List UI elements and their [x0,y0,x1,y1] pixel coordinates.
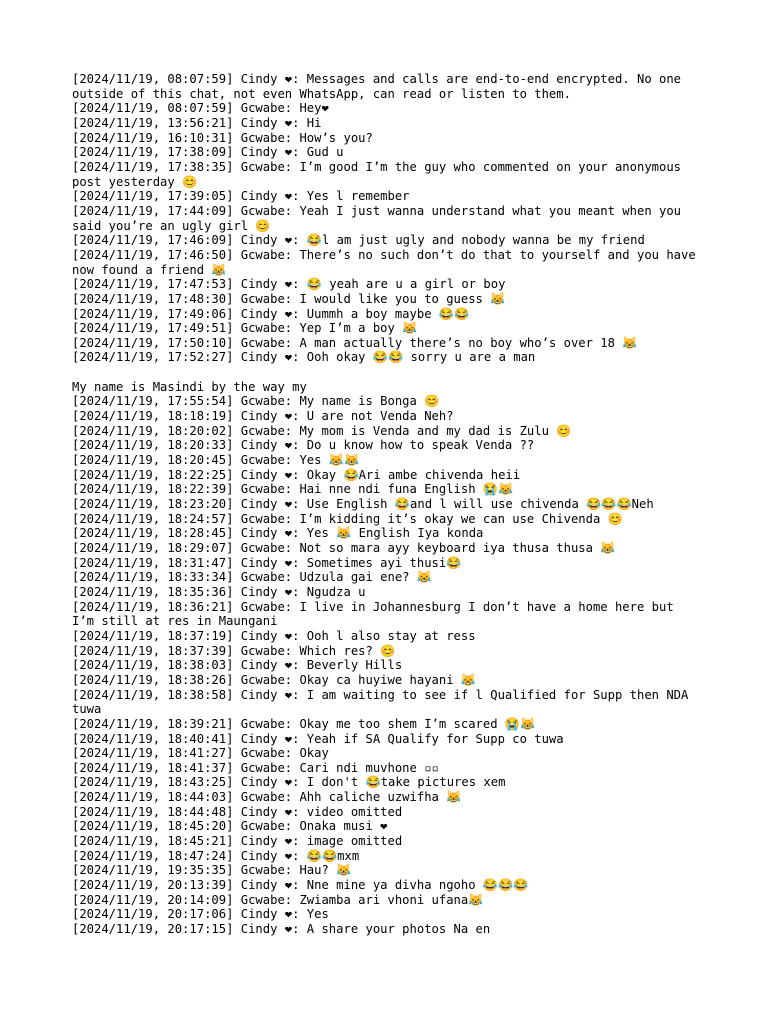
chat-line: [2024/11/19, 18:47:24] Cindy ❤: 😂😂mxm [72,848,360,863]
chat-line: [2024/11/19, 18:23:20] Cindy ❤: Use English 😂and l will use chivenda 😂😂😂Neh [72,497,654,512]
chat-line: [2024/11/19, 18:24:57] Gcwabe: I’m kidding it’s okay we can use Chivenda 😊 [72,511,623,526]
chat-line: [2024/11/19, 18:45:20] Gcwabe: Onaka musi ❤ [72,819,388,834]
chat-line: [2024/11/19, 17:49:51] Gcwabe: Yep I’m a boy 😹 [72,321,418,336]
chat-line: [2024/11/19, 17:39:05] Cindy ❤: Yes l remember [72,189,410,204]
chat-line: [2024/11/19, 18:22:39] Gcwabe: Hai nne ndi funa English 😭😹 [72,482,514,497]
chat-line: [2024/11/19, 17:49:06] Cindy ❤: Uummh a boy maybe 😂😂 [72,306,470,321]
chat-line: [2024/11/19, 18:28:45] Cindy ❤: Yes 😹 English Iya konda [72,526,484,541]
chat-line: [2024/11/19, 18:18:19] Cindy ❤: U are not Venda Neh? [72,409,454,424]
chat-line: [2024/11/19, 17:52:27] Cindy ❤: Ooh okay 😂😂 sorry u are a man [72,350,536,365]
chat-line: [2024/11/19, 20:13:39] Cindy ❤: Nne mine ya divha ngoho 😂😂😂 [72,878,529,893]
chat-line: [2024/11/19, 18:37:19] Cindy ❤: Ooh l also stay at ress [72,628,476,643]
chat-line: [2024/11/19, 18:38:03] Cindy ❤: Beverly Hills [72,658,403,673]
chat-line: [2024/11/19, 18:20:45] Gcwabe: Yes 😹😹 [72,453,360,468]
blank-line [72,365,702,380]
chat-line: [2024/11/19, 18:31:47] Cindy ❤: Sometimes ayi thusi😂 [72,555,462,570]
chat-line: [2024/11/19, 08:07:59] Gcwabe: Hey❤ [72,101,329,116]
chat-line: [2024/11/19, 18:37:39] Gcwabe: Which res? 😊 [72,643,396,658]
chat-line: [2024/11/19, 18:33:34] Gcwabe: Udzula gai ene? 😹 [72,570,433,585]
chat-line: [2024/11/19, 18:20:02] Gcwabe: My mom is Venda and my dad is Zulu 😊 [72,423,572,438]
chat-line: [2024/11/19, 17:50:10] Gcwabe: A man actually there’s no boy who’s over 18 😹 [72,335,638,350]
chat-line: [2024/11/19, 18:44:03] Gcwabe: Ahh caliche uzwifha 😹 [72,790,462,805]
chat-line: [2024/11/19, 18:20:33] Cindy ❤: Do u know how to speak Venda ?? [72,438,535,453]
chat-line: [2024/11/19, 13:56:21] Cindy ❤: Hi [72,115,322,130]
chat-line: [2024/11/19, 17:47:53] Cindy ❤: 😂 yeah are u a girl or boy [72,277,506,292]
chat-line: [2024/11/19, 19:35:35] Gcwabe: Hau? 😹 [72,863,352,878]
chat-line: [2024/11/19, 17:48:30] Gcwabe: I would like you to guess 😹 [72,291,506,306]
chat-line: [2024/11/19, 17:38:35] Gcwabe: I’m good I’m the guy who commented on your anonymous post yesterday 😊 [72,159,689,189]
chat-line: [2024/11/19, 17:44:09] Gcwabe: Yeah I just wanna understand what you meant when you said you’re an ugly girl 😊 [72,203,689,233]
chat-line: [2024/11/19, 18:45:21] Cindy ❤: image omitted [72,834,403,849]
chat-line: [2024/11/19, 18:41:37] Gcwabe: Cari ndi muvhone ▫▫ [72,760,439,775]
chat-line: [2024/11/19, 18:41:27] Gcwabe: Okay [72,746,329,761]
chat-line: [2024/11/19, 18:36:21] Gcwabe: I live in Johannesburg I don’t have a home here but I’m still at res in Maungani [72,599,682,629]
chat-line: [2024/11/19, 18:38:26] Gcwabe: Okay ca huyiwe hayani 😹 [72,672,477,687]
chat-line: [2024/11/19, 18:44:48] Cindy ❤: video omitted [72,804,403,819]
chat-line: [2024/11/19, 17:55:54] Gcwabe: My name is Bonga 😊 [72,394,440,409]
chat-line: [2024/11/19, 18:38:58] Cindy ❤: I am waiting to see if l Qualified for Supp then NDA tuwa [72,687,696,717]
chat-line: [2024/11/19, 18:40:41] Cindy ❤: Yeah if SA Qualify for Supp co tuwa [72,731,564,746]
chat-line: [2024/11/19, 08:07:59] Cindy ❤: Messages and calls are end-to-end encrypted. No one outside of this chat, not even WhatsApp, can read or listen to them. [72,72,689,101]
chat-line: [2024/11/19, 20:17:15] Cindy ❤: A share your photos Na en [72,922,491,937]
chat-line: [2024/11/19, 17:46:50] Gcwabe: There’s no such don’t do that to yourself and you have now found a friend 😹 [72,247,704,277]
chat-line: [2024/11/19, 20:17:06] Cindy ❤: Yes [72,907,329,922]
chat-line: [2024/11/19, 17:46:09] Cindy ❤: 😂l am just ugly and nobody wanna be my friend [72,233,645,248]
chat-line: [2024/11/19, 18:39:21] Gcwabe: Okay me too shem I’m scared 😭😹 [72,716,536,731]
chat-line: [2024/11/19, 17:38:09] Cindy ❤: Gud u [72,145,344,160]
chat-line: [2024/11/19, 18:43:25] Cindy ❤: I don't 😂take pictures xem [72,775,506,790]
chat-line: [2024/11/19, 18:22:25] Cindy ❤: Okay 😂Ari ambe chivenda heii [72,467,521,482]
chat-line: [2024/11/19, 20:14:09] Gcwabe: Zwiamba ari vhoni ufana😹 [72,892,484,907]
chat-line: [2024/11/19, 16:10:31] Gcwabe: How’s you? [72,130,373,145]
chat-line: [2024/11/19, 18:35:36] Cindy ❤: Ngudza u [72,584,366,599]
chat-line: [2024/11/19, 18:29:07] Gcwabe: Not so mara ayy keyboard iya thusa thusa 😹 [72,540,616,555]
chat-line: My name is Masindi by the way my [72,379,307,394]
chat-transcript [72,72,702,937]
